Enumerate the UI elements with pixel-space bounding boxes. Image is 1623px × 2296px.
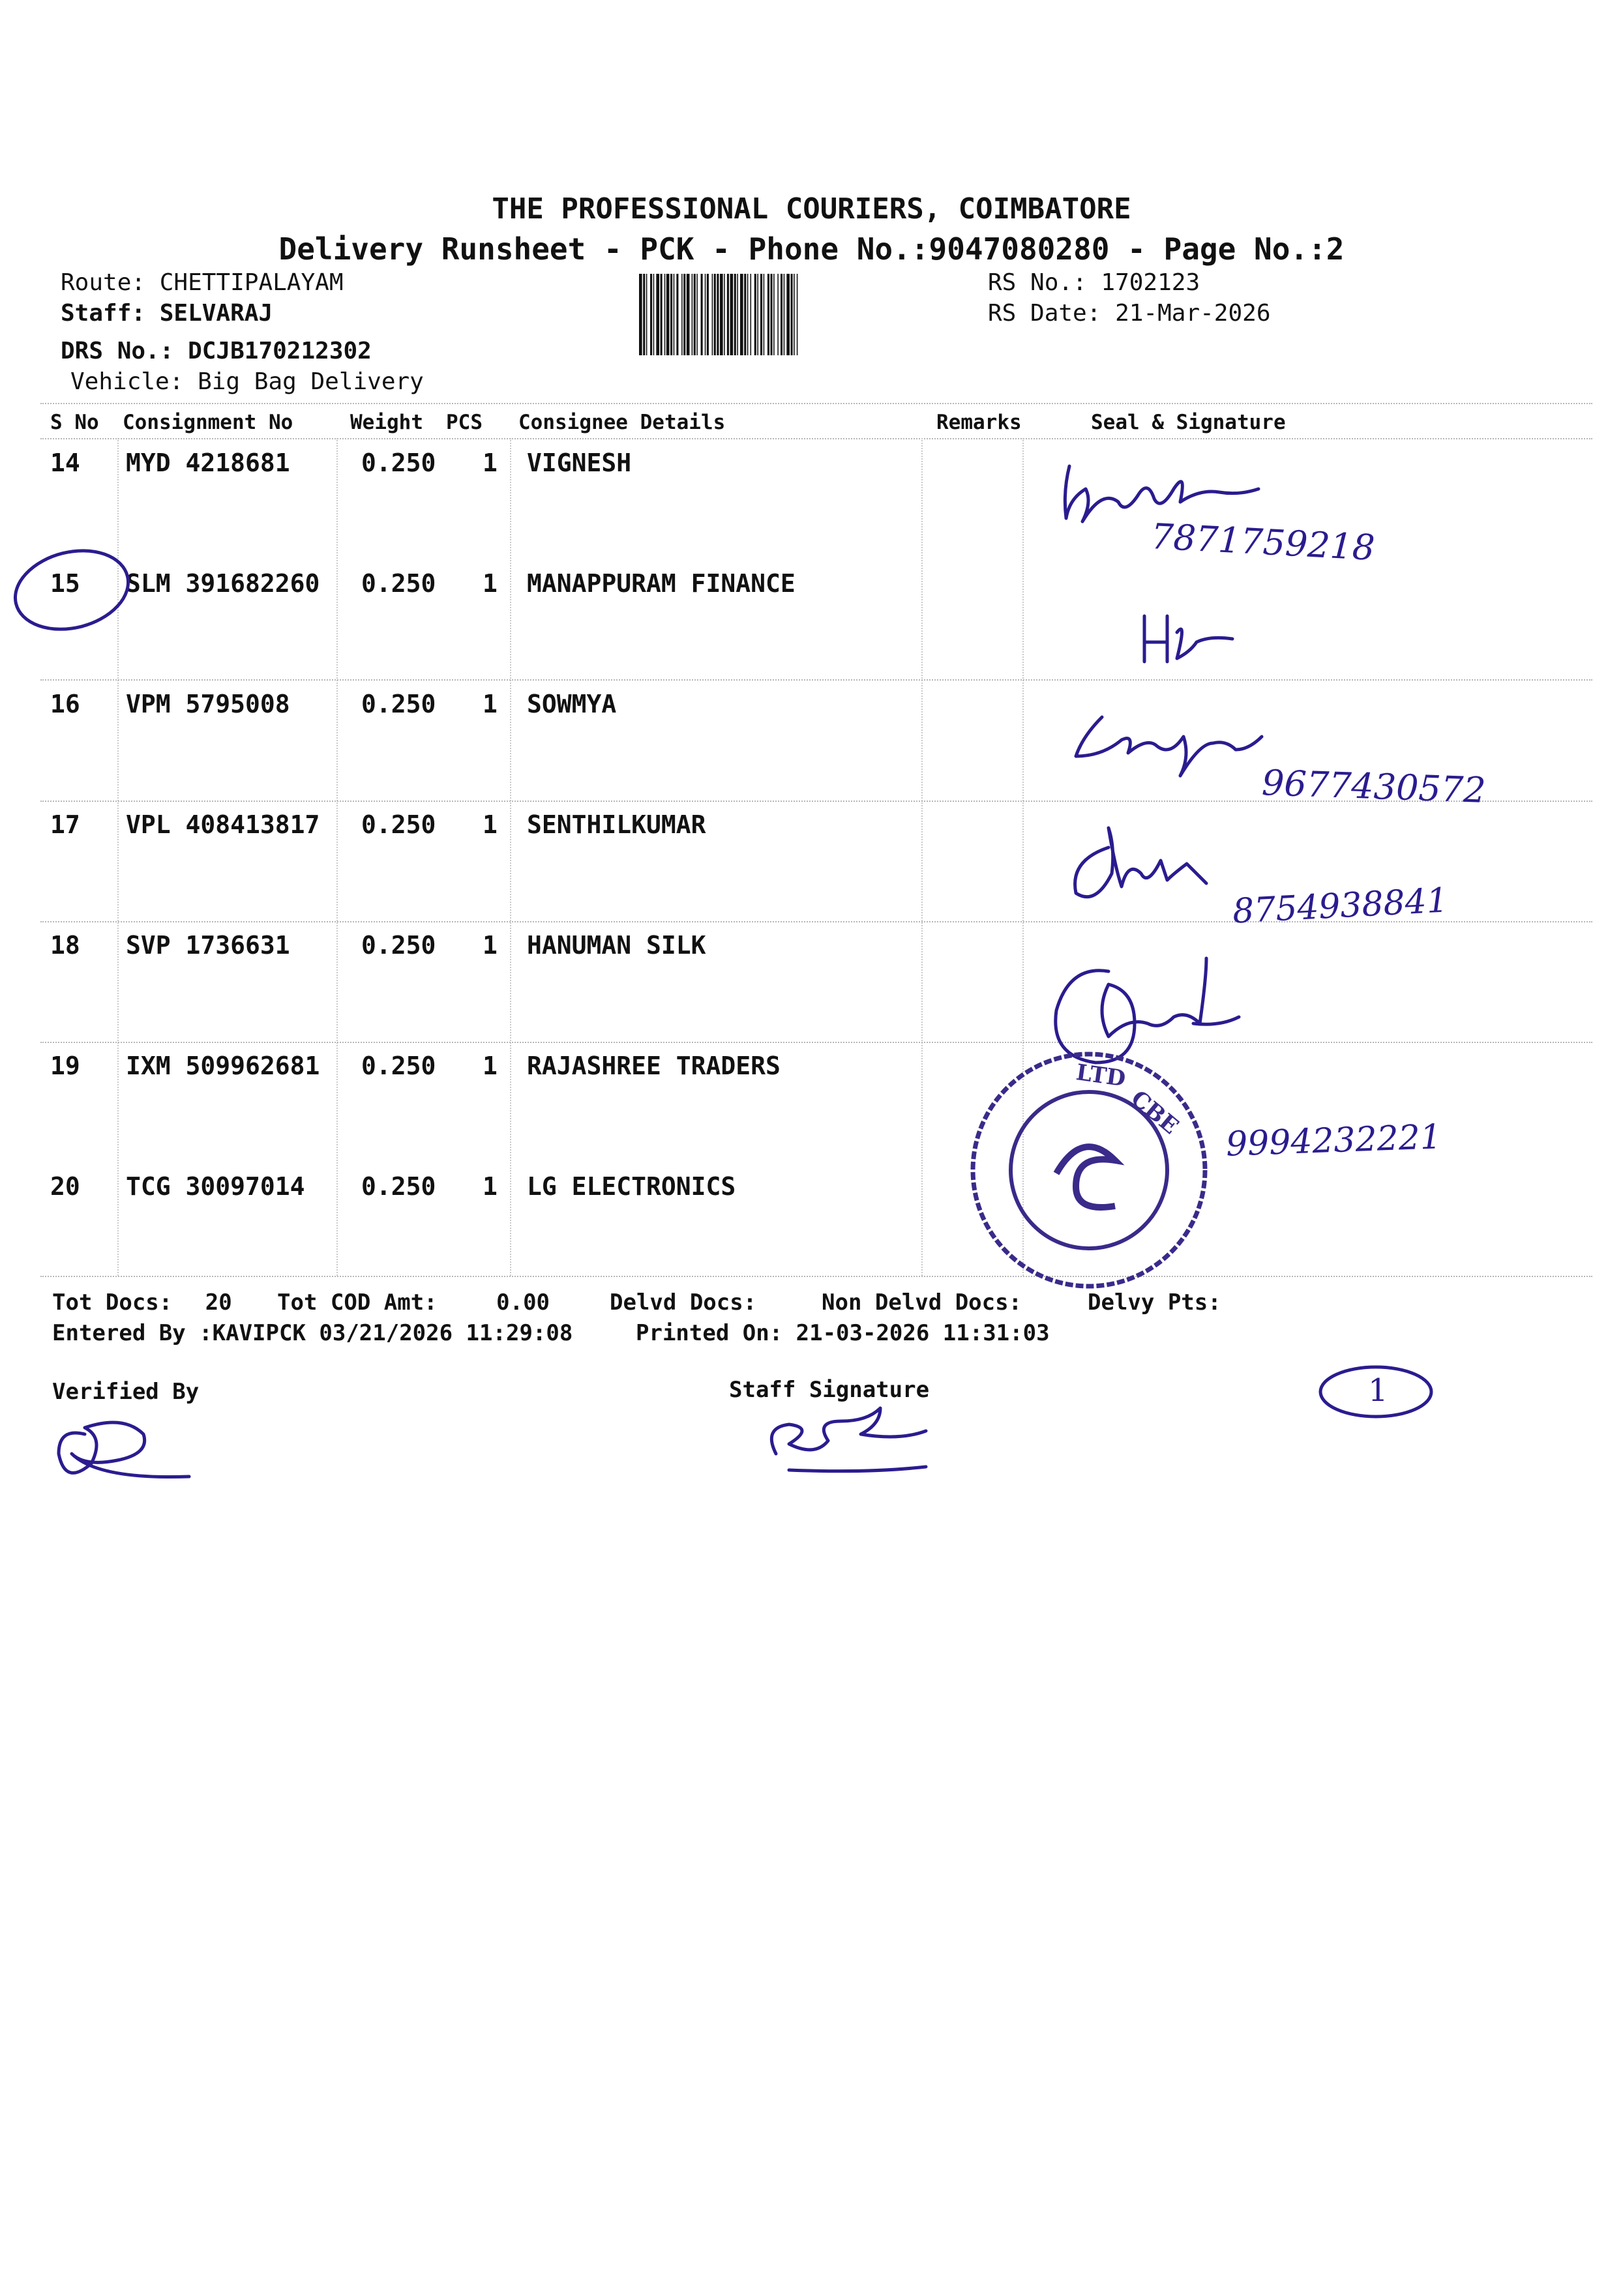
handwritten-phone-16: 9677430572 — [1261, 762, 1487, 811]
drs-label: DRS No.: — [61, 338, 174, 364]
staff-value: SELVARAJ — [159, 300, 273, 327]
col-sno-header: S No — [50, 411, 99, 434]
cell-weight: 0.250 — [361, 449, 436, 477]
handwritten-phone-19: 9994232221 — [1225, 1117, 1442, 1164]
route-label: Route: — [61, 269, 146, 296]
cell-sno: 14 — [50, 449, 80, 477]
signature-verified-by — [59, 1422, 189, 1477]
footer-entered-by: Entered By :KAVIPCK 03/21/2026 11:29:08 — [52, 1320, 573, 1346]
cell-consignment: MYD 4218681 — [126, 449, 290, 477]
cell-pcs: 1 — [483, 810, 498, 839]
tot-cod-value: 0.00 — [496, 1289, 550, 1316]
cell-sno: 17 — [50, 810, 80, 839]
svg-text:LTD: LTD — [1074, 1059, 1127, 1093]
tot-docs-label: Tot Docs: — [52, 1289, 173, 1316]
cell-sno: 16 — [50, 690, 80, 718]
cell-consignment: TCG 30097014 — [126, 1172, 305, 1201]
col-remarks-header: Remarks — [936, 411, 1022, 434]
rs-no-value: 1702123 — [1101, 269, 1200, 296]
cell-weight: 0.250 — [361, 810, 436, 839]
footer-non-delvd-docs: Non Delvd Docs: — [822, 1289, 1022, 1316]
cell-pcs: 1 — [483, 569, 498, 598]
company-seal-stamp — [965, 1043, 1213, 1297]
signature-staff — [771, 1408, 926, 1471]
signature-senthilkumar — [1075, 828, 1206, 897]
cell-consignee: RAJASHREE TRADERS — [527, 1052, 781, 1080]
cell-weight: 0.250 — [361, 569, 436, 598]
cell-consignment: VPL 408413817 — [126, 810, 320, 839]
footer-printed-on: Printed On: 21-03-2026 11:31:03 — [636, 1320, 1050, 1346]
cell-weight: 0.250 — [361, 1172, 436, 1201]
cell-weight: 0.250 — [361, 1052, 436, 1080]
cell-consignee: VIGNESH — [527, 449, 632, 477]
footer-tot-cod — [277, 1289, 550, 1316]
staff-label: Staff: — [61, 300, 146, 327]
cell-consignee: SENTHILKUMAR — [527, 810, 706, 839]
signature-vignesh — [1065, 466, 1258, 522]
cell-sno: 15 — [50, 569, 80, 598]
cell-pcs: 1 — [483, 1172, 498, 1201]
footer-delvd-docs: Delvd Docs: — [610, 1289, 757, 1316]
handwritten-phone-14: 7871759218 — [1150, 516, 1376, 568]
cell-pcs: 1 — [483, 449, 498, 477]
col-consignee-header: Consignee Details — [518, 411, 726, 434]
cell-sno: 18 — [50, 931, 80, 960]
cell-consignment: SVP 1736631 — [126, 931, 290, 960]
vehicle-label: Vehicle: — [70, 368, 184, 395]
rs-date-label: RS Date: — [988, 300, 1101, 327]
drs-value: DCJB170212302 — [188, 338, 372, 364]
cell-sno: 19 — [50, 1052, 80, 1080]
rs-date-value: 21-Mar-2026 — [1115, 300, 1271, 327]
cell-consignment: SLM 391682260 — [126, 569, 320, 598]
rs-no-label: RS No.: — [988, 269, 1087, 296]
tot-docs-value: 20 — [205, 1289, 232, 1316]
circled-number: 1 — [1368, 1372, 1388, 1409]
cell-pcs: 1 — [483, 1052, 498, 1080]
cell-weight: 0.250 — [361, 690, 436, 718]
col-seal-header: Seal & Signature — [1091, 411, 1286, 434]
cell-consignment: IXM 509962681 — [126, 1052, 320, 1080]
vehicle-value: Big Bag Delivery — [198, 368, 424, 395]
tot-cod-label: Tot COD Amt: — [277, 1289, 438, 1316]
svg-text:CBE: CBE — [1125, 1085, 1184, 1140]
cell-sno: 20 — [50, 1172, 80, 1201]
cell-weight: 0.250 — [361, 931, 436, 960]
row-circle-mark — [7, 539, 137, 640]
route-value: CHETTIPALAYAM — [159, 269, 344, 296]
cell-pcs: 1 — [483, 931, 498, 960]
col-weight-header: Weight — [350, 411, 423, 434]
company-title: THE PROFESSIONAL COURIERS, COIMBATORE — [492, 192, 1131, 226]
footer-delvy-pts: Delvy Pts: — [1088, 1289, 1221, 1316]
col-pcs-header: PCS — [446, 411, 483, 434]
cell-pcs: 1 — [483, 690, 498, 718]
cell-consignee: SOWMYA — [527, 690, 617, 718]
cell-consignment: VPM 5795008 — [126, 690, 290, 718]
cell-consignee: MANAPPURAM FINANCE — [527, 569, 796, 598]
cell-consignee: LG ELECTRONICS — [527, 1172, 736, 1201]
cell-consignee: HANUMAN SILK — [527, 931, 706, 960]
runsheet-subtitle: Delivery Runsheet - PCK - Phone No.:9047080280 - Page No.:2 — [278, 231, 1345, 267]
verified-by-label: Verified By — [52, 1379, 200, 1405]
signature-sowmya — [1076, 717, 1262, 776]
staff-signature-label: Staff Signature — [729, 1377, 930, 1403]
footer-tot-docs — [52, 1289, 232, 1316]
col-consignment-header: Consignment No — [123, 411, 293, 434]
handwritten-phone-17: 8754938841 — [1231, 881, 1450, 932]
signature-manappuram — [1144, 616, 1232, 662]
